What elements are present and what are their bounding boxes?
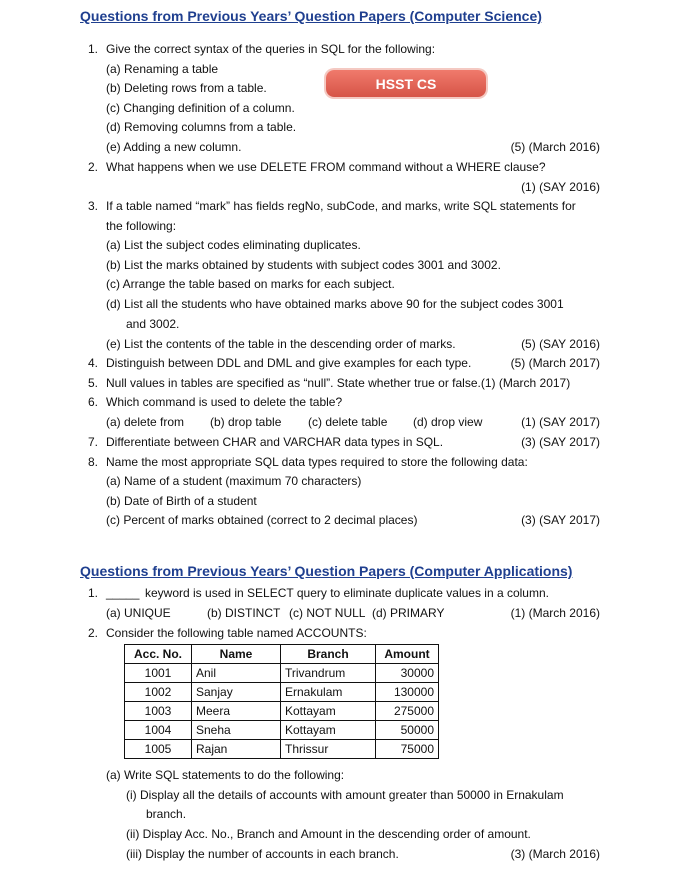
cs-q1-number: 1.	[88, 42, 99, 56]
cell-name: Rajan	[192, 740, 281, 759]
cs-q1-item-c: (c) Changing definition of a column.	[106, 101, 295, 115]
ca-q2-item-i-cont: branch.	[146, 807, 187, 821]
cs-q3-text-cont: the following:	[106, 219, 177, 233]
table-header-row	[125, 645, 439, 664]
cell-acc-no: 1003	[125, 702, 192, 721]
cell-name: Sneha	[192, 721, 281, 740]
cs-q7-text: Differentiate between CHAR and VARCHAR data types in SQL.	[106, 435, 444, 449]
cs-q1-item-a: (a) Renaming a table	[106, 62, 219, 76]
ca-q2-item-i: (i) Display all the details of accounts with amount greater than 50000 in Ernakulam	[126, 788, 564, 802]
cell-amount: 130000	[376, 683, 439, 702]
cs-q2-text: What happens when we use DELETE FROM command without a WHERE clause?	[106, 160, 546, 174]
table-row	[125, 664, 439, 683]
cs-q5-number: 5.	[88, 376, 99, 390]
cell-acc-no: 1001	[125, 664, 192, 683]
cell-amount: 30000	[376, 664, 439, 683]
accounts-table	[124, 644, 439, 759]
ca-q2-text: Consider the following table named ACCOUNTS:	[106, 626, 367, 640]
cs-q4-marks: (5) (March 2017)	[510, 356, 600, 370]
cell-amount: 275000	[376, 702, 439, 721]
cell-branch: Kottayam	[281, 702, 376, 721]
ca-q1-option-b: (b) DISTINCT	[207, 606, 281, 620]
cell-acc-no: 1004	[125, 721, 192, 740]
cell-branch: Trivandrum	[281, 664, 376, 683]
cell-name: Anil	[192, 664, 281, 683]
cs-q5-text: Null values in tables are specified as “null”. State whether true or false.(1) (March 2017)	[106, 376, 571, 390]
cs-q3-marks: (5) (SAY 2016)	[521, 337, 600, 351]
cell-acc-no: 1002	[125, 683, 192, 702]
cs-q8-item-a: (a) Name of a student (maximum 70 characters)	[106, 474, 362, 488]
ca-q1-marks: (1) (March 2016)	[510, 606, 600, 620]
cell-name: Sanjay	[192, 683, 281, 702]
ca-q1-text: keyword is used in SELECT query to eliminate duplicate values in a column.	[145, 586, 549, 600]
cs-q8-number: 8.	[88, 455, 99, 469]
ca-q2-item-a: (a) Write SQL statements to do the following:	[106, 768, 345, 782]
cs-q1-item-d: (d) Removing columns from a table.	[106, 120, 297, 134]
cs-q7-marks: (3) (SAY 2017)	[521, 435, 600, 449]
cs-q3-item-e: (e) List the contents of the table in the descending order of marks.	[106, 337, 456, 351]
ca-q2-number: 2.	[88, 626, 99, 640]
cell-acc-no: 1005	[125, 740, 192, 759]
cs-q7-number: 7.	[88, 435, 99, 449]
table-row	[125, 702, 439, 721]
column-header-name: Name	[192, 645, 281, 664]
cs-q3-item-b: (b) List the marks obtained by students with subject codes 3001 and 3002.	[106, 258, 501, 272]
cs-q3-item-d-cont: and 3002.	[126, 317, 180, 331]
ca-q1-blank: _____	[106, 586, 140, 600]
ca-q1-option-a: (a) UNIQUE	[106, 606, 171, 620]
cs-q4-number: 4.	[88, 356, 99, 370]
cs-q1-marks: (5) (March 2016)	[510, 140, 600, 154]
cs-q4-text: Distinguish between DDL and DML and give examples for each type.	[106, 356, 472, 370]
cs-q6-option-b: (b) drop table	[210, 415, 282, 429]
cs-q1-item-e: (e) Adding a new column.	[106, 140, 242, 154]
cs-q8-item-b: (b) Date of Birth of a student	[106, 494, 257, 508]
table-row	[125, 683, 439, 702]
cs-q3-item-c: (c) Arrange the table based on marks for each subject.	[106, 277, 395, 291]
ca-q1-option-c: (c) NOT NULL	[289, 606, 366, 620]
column-header-branch: Branch	[281, 645, 376, 664]
cs-q6-marks: (1) (SAY 2017)	[521, 415, 600, 429]
table-row	[125, 740, 439, 759]
cell-amount: 50000	[376, 721, 439, 740]
cs-q8-marks: (3) (SAY 2017)	[521, 513, 600, 527]
cs-q1-text: Give the correct syntax of the queries in SQL for the following:	[106, 42, 436, 56]
cs-q3-item-d: (d) List all the students who have obtained marks above 90 for the subject codes 3001	[106, 297, 564, 311]
cs-q1-item-b: (b) Deleting rows from a table.	[106, 81, 267, 95]
column-header-amount: Amount	[376, 645, 439, 664]
ca-q1-number: 1.	[88, 586, 99, 600]
cs-section-heading: Questions from Previous Years’ Question Papers (Computer Science)	[80, 8, 542, 24]
cs-q8-text: Name the most appropriate SQL data types required to store the following data:	[106, 455, 528, 469]
cell-amount: 75000	[376, 740, 439, 759]
cs-q6-text: Which command is used to delete the table?	[106, 395, 343, 409]
cs-q3-number: 3.	[88, 199, 99, 213]
table-row	[125, 721, 439, 740]
cell-branch: Ernakulam	[281, 683, 376, 702]
cs-q6-number: 6.	[88, 395, 99, 409]
cell-branch: Thrissur	[281, 740, 376, 759]
cs-q2-marks: (1) (SAY 2016)	[521, 180, 600, 194]
ca-q2-item-ii: (ii) Display Acc. No., Branch and Amount in the descending order of amount.	[126, 827, 531, 841]
cs-q6-option-a: (a) delete from	[106, 415, 185, 429]
cs-q6-option-c: (c) delete table	[308, 415, 388, 429]
cs-q2-number: 2.	[88, 160, 99, 174]
ca-q2-marks: (3) (March 2016)	[510, 847, 600, 861]
cell-name: Meera	[192, 702, 281, 721]
cs-q8-item-c: (c) Percent of marks obtained (correct to 2 decimal places)	[106, 513, 418, 527]
ca-section-heading: Questions from Previous Years’ Question Papers (Computer Applications)	[80, 563, 573, 579]
cell-branch: Kottayam	[281, 721, 376, 740]
hsst-cs-badge: HSST CS	[326, 70, 486, 97]
ca-q1-option-d: (d) PRIMARY	[372, 606, 445, 620]
ca-q2-item-iii: (iii) Display the number of accounts in each branch.	[126, 847, 399, 861]
cs-q3-text: If a table named “mark” has fields regNo, subCode, and marks, write SQL statements for	[106, 199, 576, 213]
cs-q3-item-a: (a) List the subject codes eliminating duplicates.	[106, 238, 361, 252]
column-header-acc-no: Acc. No.	[125, 645, 192, 664]
cs-q6-option-d: (d) drop view	[413, 415, 483, 429]
